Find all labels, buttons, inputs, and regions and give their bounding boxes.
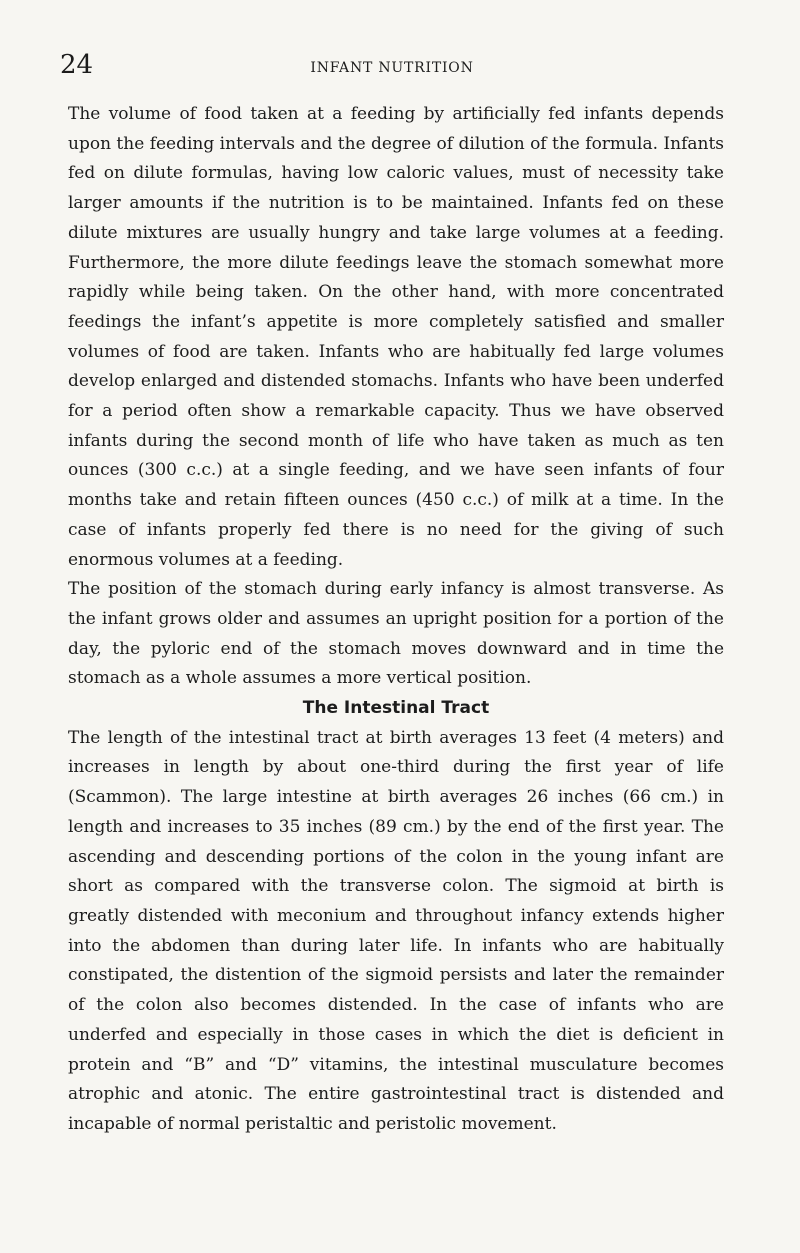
page-number: 24 [60,50,94,80]
running-header [60,50,724,86]
paragraph-stomach-position: The position of the stomach during early infancy is almost transverse. As the infant grows older and assumes an upright position for a portion of the day, the pyloric end of the stomach moves downward and in time the stomach as a whole assumes a more vertical position. [68,579,724,689]
body-text [68,100,724,1140]
paragraph-intestinal-tract: The length of the intestinal tract at birth averages 13 feet (4 meters) and increases in length by about one-third during the first year of life (Scammon). The large intestine at birth averages 26 inches (66 cm.) in length and increases to 35 inches (89 cm.) by the end of the first year. The ascending and descending portions of the colon in the young infant are short as compared with the transverse colon. The sigmoid at birth is greatly distended with meconium and throughout infancy extends higher into the abdomen than during later life. In infants who are habitually constipated, the distention of the sigmoid persists and later the remainder of the colon also becomes distended. In the case of infants who are underfed and especially in those cases in which the diet is deficient in protein and “B” and “D” vitamins, the intestinal musculature becomes atrophic and atonic. The entire gastrointestinal tract is distended and incapable of normal peristaltic and peristolic movement. [68,727,724,1134]
running-title: INFANT NUTRITION [310,60,474,76]
section-heading: The Intestinal Tract [302,698,490,719]
paragraph-stomach-volume: The volume of food taken at a feeding by artificially fed infants depends upon the feeding intervals and the degree of dilution of the formula. Infants fed on dilute formulas, having low caloric values, must of necessity take larger amounts if the nutrition is to be maintained. Infants fed on these dilute mixtures are usually hungry and take large volumes at a feeding. Furthermore, the more dilute feedings leave the stomach somewhat more rapidly while being taken. On the other hand, with more concentrated feedings the infant’s appetite is more completely satisfied and smaller volumes of food are taken. Infants who are habitually fed large volumes develop enlarged and distended stomachs. Infants who have been underfed for a period often show a remarkable capacity. Thus we have observed infants during the second month of life who have taken as much as ten ounces (300 c.c.) at a single feeding, and we have seen infants of four months take and retain fifteen ounces (450 c.c.) of milk at a time. In the case of infants properly fed there is no need for the giving of such enormous volumes at a feeding. [68,104,724,570]
